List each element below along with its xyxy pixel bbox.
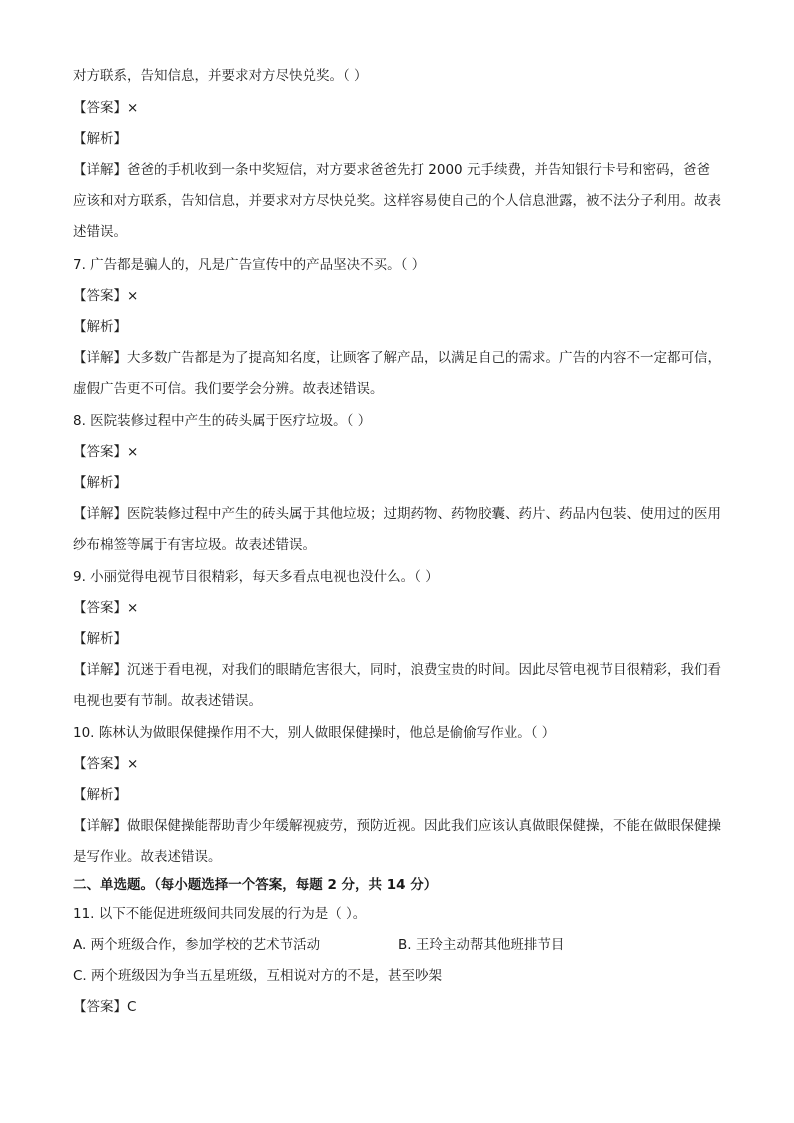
q6-question-tail: 对方联系，告知信息，并要求对方尽快兑奖。（ ） [73, 68, 368, 84]
q11-answer: 【答案】C [73, 999, 137, 1015]
q8-analysis-label: 【解析】 [73, 475, 127, 491]
q8-detail: 【详解】医院装修过程中产生的砖头属于其他垃圾；过期药物、药物胶囊、药片、药品内包装、使用过的医用纱布棉签等属于有害垃圾。故表述错误。 [73, 506, 721, 553]
q11-option-a: A. 两个班级合作，参加学校的艺术节活动 [73, 937, 321, 953]
q6-answer: 【答案】× [73, 100, 139, 116]
q7-question: 7. 广告都是骗人的，凡是广告宣传中的产品坚决不买。（ ） [73, 257, 426, 273]
q9-detail: 【详解】沉迷于看电视，对我们的眼睛危害很大，同时，浪费宝贵的时间。因此尽管电视节目很精彩，我们看电视也要有节制。故表述错误。 [73, 662, 721, 709]
q7-answer: 【答案】× [73, 288, 139, 304]
q6-analysis-label: 【解析】 [73, 131, 127, 147]
section-heading: 二、单选题。（每小题选择一个答案，每题 2 分，共 14 分） [73, 877, 438, 893]
q9-analysis-label: 【解析】 [73, 631, 127, 647]
q7-analysis-label: 【解析】 [73, 319, 127, 335]
q9-answer: 【答案】× [73, 600, 139, 616]
q11-question: 11. 以下不能促进班级间共同发展的行为是（ ）。 [73, 906, 367, 922]
q10-question: 10. 陈林认为做眼保健操作用不大，别人做眼保健操时，他总是偷偷写作业。（ ） [73, 725, 556, 741]
q8-question: 8. 医院装修过程中产生的砖头属于医疗垃圾。（ ） [73, 413, 372, 429]
q10-detail: 【详解】做眼保健操能帮助青少年缓解视疲劳，预防近视。因此我们应该认真做眼保健操，不能在做眼保健操是写作业。故表述错误。 [73, 818, 721, 865]
q10-answer: 【答案】× [73, 756, 139, 772]
q10-analysis-label: 【解析】 [73, 787, 127, 803]
q11-option-b: B. 王玲主动帮其他班排节目 [398, 937, 565, 953]
q8-answer: 【答案】× [73, 444, 139, 460]
q9-question: 9. 小丽觉得电视节目很精彩，每天多看点电视也没什么。（ ） [73, 569, 439, 585]
q11-option-c: C. 两个班级因为争当五星班级，互相说对方的不是，甚至吵架 [73, 968, 443, 984]
q7-detail: 【详解】大多数广告都是为了提高知名度，让顾客了解产品，以满足自己的需求。广告的内容不一定都可信，虚假广告更不可信。我们要学会分辨。故表述错误。 [73, 350, 721, 397]
q6-detail: 【详解】爸爸的手机收到一条中奖短信，对方要求爸爸先打 2000 元手续费，并告知银行卡号和密码，爸爸应该和对方联系，告知信息，并要求对方尽快兑奖。这样容易使自己的个人信息泄露，被不法分子利用。故表述错误。 [73, 162, 721, 240]
